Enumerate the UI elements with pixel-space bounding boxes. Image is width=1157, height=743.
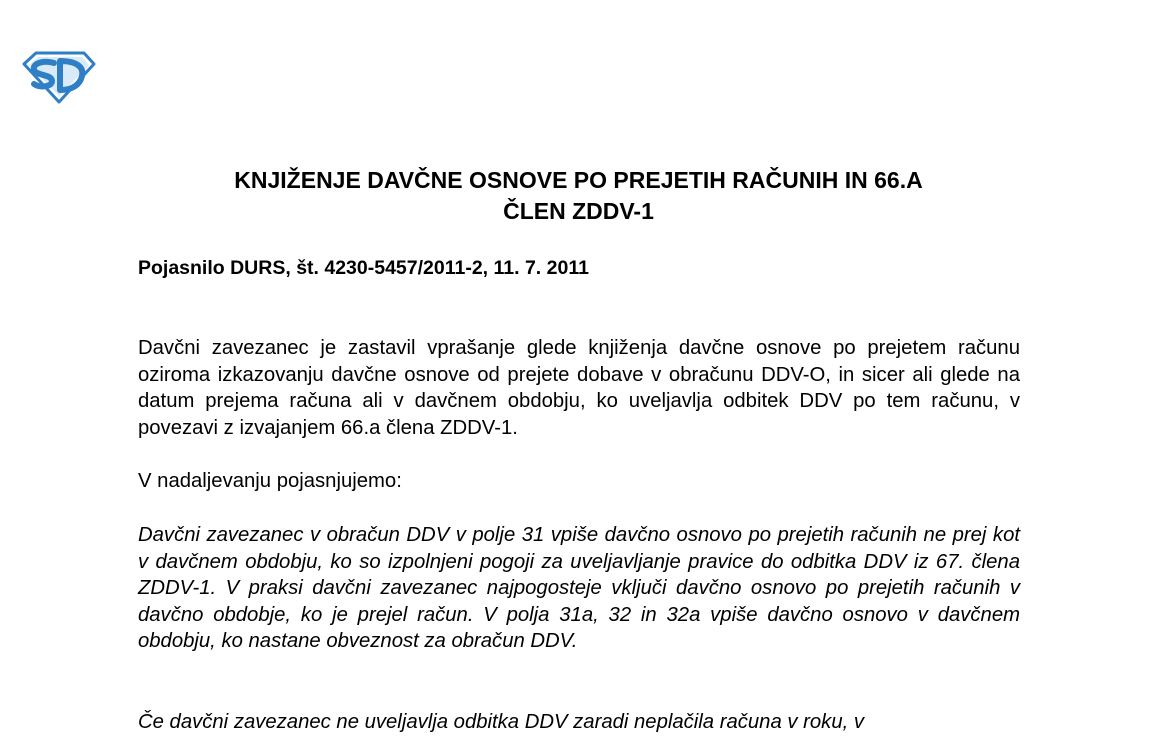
title-line-2: ČLEN ZDDV-1: [503, 198, 654, 224]
document-subtitle: Pojasnilo DURS, št. 4230-5457/2011-2, 11. 7. 2011: [138, 257, 589, 279]
paragraph-answer: Davčni zavezanec v obračun DDV v polje 31 vpiše davčno osnovo po prejetih računih ne prej kot v davčnem obdobju, ko so izpolnjeni pogoji za uveljavljanje pravice do odbitka DDV iz 67. člena ZDDV-1. V praksi davčni zavezanec najpogosteje vključi davčno osnovo po prejetih računih v davčno obdobje, ko je prejel račun. V polja 31a, 32 in 32a vpiše davčno osnovo v davčnem obdobju, ko nastane obveznost za obračun DDV.: [138, 524, 1020, 652]
paragraph-question: Davčni zavezanec je zastavil vprašanje glede knjiženja davčne osnove po prejetem računu oziroma izkazovanju davčne osnove od prejete dobave v obračunu DDV-O, in sicer ali glede na datum prejema računa ali v davčnem obdobju, ko uveljavlja odbitek DDV po tem računu, v povezavi z izvajanjem 66.a člena ZDDV-1.: [138, 337, 1020, 439]
title-line-1: KNJIŽENJE DAVČNE OSNOVE PO PREJETIH RAČUNIH IN 66.A: [234, 167, 923, 193]
company-logo: [22, 50, 96, 104]
shield-diamond-logo-icon: [22, 50, 96, 104]
document-title: [100, 165, 1057, 227]
paragraph-intro: V nadaljevanju pojasnjujemo:: [138, 470, 402, 492]
paragraph-continuation: Če davčni zavezanec ne uveljavlja odbitka DDV zaradi neplačila računa v roku, v: [138, 711, 865, 733]
